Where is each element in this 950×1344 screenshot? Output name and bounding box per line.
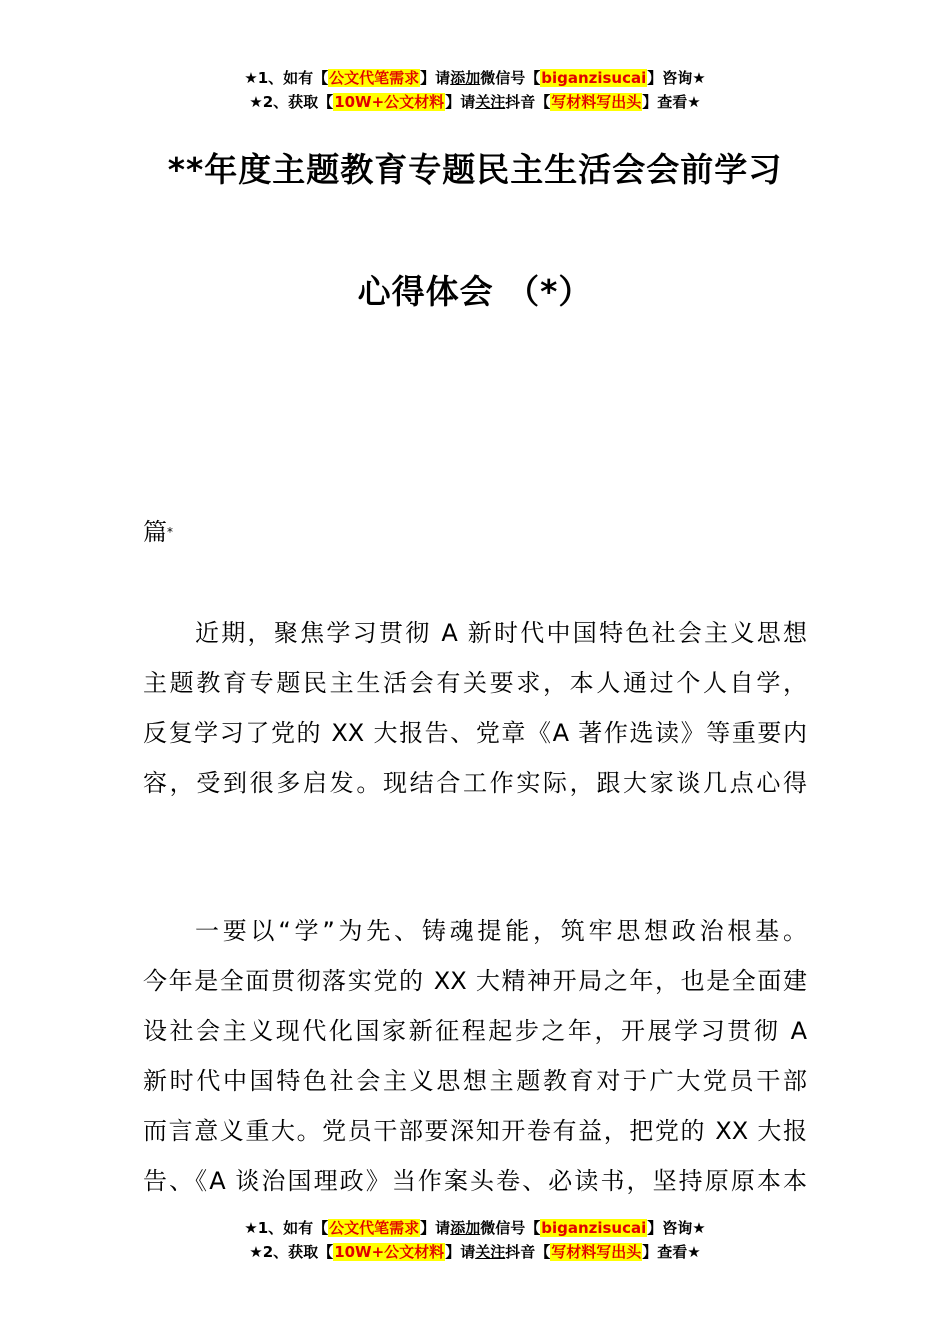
banner-highlight: biganzisucai <box>541 1219 647 1237</box>
paragraph-1 <box>143 608 807 808</box>
banner-highlight: 写材料写出头 <box>551 1243 642 1261</box>
banner-text: 】咨询★ <box>647 69 706 87</box>
footer-banner <box>0 1216 950 1264</box>
banner-highlight: biganzisucai <box>541 69 647 87</box>
banner-underlined: 添加 <box>450 69 481 87</box>
document-title-line-1: **年度主题教育专题民主生活会会前学习 <box>167 150 783 189</box>
banner-text: 抖音【 <box>505 1243 551 1261</box>
paragraph-line: 设社会主义现代化国家新征程起步之年，开展学习贯彻 A <box>143 1017 807 1045</box>
section-label-mark: * <box>167 525 173 539</box>
section-label <box>143 515 173 549</box>
paragraph-line: 容，受到很多启发。现结合工作实际，跟大家谈几点心得 <box>143 769 807 797</box>
section-label-text: 篇 <box>143 518 167 546</box>
banner-text: ★2、获取【 <box>249 93 334 111</box>
paragraph-line: 新时代中国特色社会主义思想主题教育对于广大党员干部 <box>143 1067 807 1095</box>
document-title-line-2: 心得体会 （*） <box>357 272 593 311</box>
banner-text: 】请 <box>420 69 451 87</box>
paragraph-line: 一要以“学”为先、铸魂提能，筑牢思想政治根基。 <box>195 917 807 945</box>
banner-text: 】查看★ <box>642 1243 701 1261</box>
banner-text: 】咨询★ <box>647 1219 706 1237</box>
banner-text: 微信号【 <box>480 1219 541 1237</box>
banner-text: ★2、获取【 <box>249 1243 334 1261</box>
paragraph-line: 而言意义重大。党员干部要深知开卷有益，把党的 XX 大报 <box>143 1117 807 1145</box>
banner-underlined: 关注 <box>475 1243 506 1261</box>
banner-highlight: 公文代笔需求 <box>329 1219 420 1237</box>
banner-line-1 <box>0 66 950 90</box>
paragraph-line: 反复学习了党的 XX 大报告、党章《A 著作选读》等重要内 <box>143 719 807 747</box>
banner-text: 】请 <box>445 1243 476 1261</box>
banner-highlight: 公文代笔需求 <box>329 69 420 87</box>
banner-highlight: 10W+公文材料 <box>334 93 445 111</box>
banner-text: 微信号【 <box>480 69 541 87</box>
banner-text: ★1、如有【 <box>244 69 329 87</box>
banner-text: 】请 <box>445 93 476 111</box>
banner-line-1 <box>0 1216 950 1240</box>
paragraph-line: 近期，聚焦学习贯彻 A 新时代中国特色社会主义思想 <box>195 619 807 647</box>
header-banner <box>0 66 950 114</box>
banner-text: ★1、如有【 <box>244 1219 329 1237</box>
banner-underlined: 添加 <box>450 1219 481 1237</box>
banner-highlight: 10W+公文材料 <box>334 1243 445 1261</box>
banner-underlined: 关注 <box>475 93 506 111</box>
banner-line-2 <box>0 90 950 114</box>
paragraph-line: 今年是全面贯彻落实党的 XX 大精神开局之年，也是全面建 <box>143 967 807 995</box>
banner-highlight: 写材料写出头 <box>551 93 642 111</box>
banner-text: 抖音【 <box>505 93 551 111</box>
paragraph-line: 告、《A 谈治国理政》当作案头卷、必读书，坚持原原本本 <box>143 1167 807 1195</box>
banner-line-2 <box>0 1240 950 1264</box>
banner-text: 】查看★ <box>642 93 701 111</box>
paragraph-2 <box>143 906 807 1206</box>
banner-text: 】请 <box>420 1219 451 1237</box>
paragraph-line: 主题教育专题民主生活会有关要求，本人通过个人自学， <box>143 669 807 697</box>
